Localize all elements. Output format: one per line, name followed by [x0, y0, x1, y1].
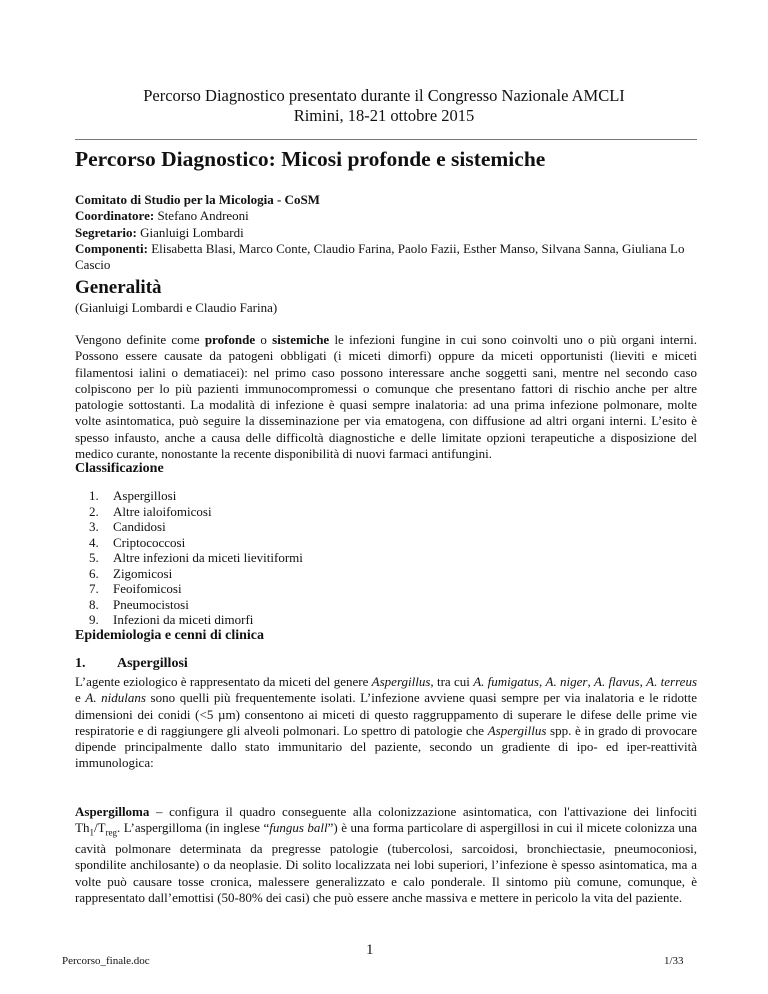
text-run: /T	[93, 820, 106, 836]
text-run: ”) è una forma particolare di aspergillosi in cui il micete colonizza una cavità polmonare determinata da pregresse patologie (tubercolosi, sarcoidosi, bronchiectasie, pneumoconiosi, spondilite anchilosante) o da neoplasie. Di solito localizzata nei lobi superiori, l’infezione è spesso asintomatica, ma a volte può causare tosse cronica, malessere generalizzato e calo ponderale. Il sintomo più comune, comunque, è rappresentato dall’emottisi (50-80% dei casi) che può essere anche massiva e mettere in pericolo la vita del paziente.	[75, 820, 697, 906]
italic-term: fungus ball	[269, 820, 328, 836]
list-label: Zigomicosi	[113, 565, 173, 581]
congress-header-line1: Percorso Diagnostico presentato durante il Congresso Nazionale AMCLI	[143, 86, 625, 105]
bold-term: Aspergilloma	[75, 804, 150, 819]
congress-header-line2: Rimini, 18-21 ottobre 2015	[293, 106, 475, 125]
text-run: spp. è in grado di provocare dipende principalmente dallo stato immunitario del paziente, secondo un gradiente di ipo- ed iper-reattività immunologica:	[75, 722, 698, 771]
subsection-heading-aspergillosi	[75, 656, 188, 672]
subscript: reg	[105, 827, 118, 838]
generalita-paragraph	[75, 332, 697, 462]
species-name: A. flavus	[594, 674, 640, 689]
species-name: Aspergillus	[371, 674, 431, 689]
coordinator-name: Stefano Andreoni	[157, 208, 249, 224]
secretary-label: Segretario:	[75, 224, 137, 240]
members-label: Componenti:	[75, 240, 148, 256]
list-label: Candidosi	[113, 519, 166, 534]
species-name: Aspergillus	[487, 722, 547, 738]
members-names: Elisabetta Blasi, Marco Conte, Claudio Farina, Paolo Fazii, Esther Manso, Silvana Sanna, Giuliana Lo Cascio	[75, 240, 685, 273]
species-name: A. fumigatus	[473, 674, 539, 689]
epidemiology-heading: Epidemiologia e cenni di clinica	[75, 628, 265, 643]
section-authors: (Gianluigi Lombardi e Claudio Farina)	[75, 300, 278, 315]
list-number: 2.	[89, 503, 99, 519]
committee-name: Comitato di Studio per la Micologia - CoSM	[75, 192, 320, 207]
text-run: ,	[639, 674, 647, 689]
aspergilloma-paragraph	[75, 804, 697, 906]
bold-term: profonde	[204, 332, 256, 347]
subsection-title: Aspergillosi	[117, 656, 188, 671]
list-number: 6.	[89, 565, 99, 581]
footer-page-count: 1/33	[664, 955, 684, 967]
list-number: 7.	[89, 581, 99, 596]
list-item	[75, 581, 303, 597]
text-run: Vengono definite come	[75, 332, 205, 347]
classification-list	[75, 488, 303, 628]
list-label: Aspergillosi	[113, 488, 177, 503]
text-run: sono quelli più frequentemente isolati. L’infezione avviene quasi sempre per via inalatoria e le ridotte dimensioni dei conidi (<5 µm) consentono ai miceti di questo raggruppamento di superare le difese delle prime vie respiratorie e di raggiungere gli alveoli polmonari. Lo spettro di patologie che	[75, 690, 697, 738]
subsection-number: 1.	[75, 656, 86, 671]
list-item	[75, 612, 303, 628]
aspergillosi-paragraph	[75, 674, 697, 772]
list-item	[75, 519, 303, 535]
species-name: A. nidulans	[85, 690, 146, 706]
text-run: o	[255, 332, 273, 347]
header-divider	[75, 139, 697, 140]
list-number: 5.	[89, 550, 99, 565]
list-item	[75, 597, 303, 613]
list-label: Infezioni da miceti dimorfi	[113, 612, 254, 627]
committee-block	[75, 192, 697, 273]
bold-term: sistemiche	[272, 332, 330, 347]
list-label: Pneumocistosi	[113, 596, 189, 612]
list-label: Altre infezioni da miceti lievitiformi	[113, 550, 303, 565]
secretary-name: Gianluigi Lombardi	[140, 224, 244, 240]
subscript: 1	[89, 827, 94, 838]
list-number: 9.	[89, 612, 99, 627]
page-title: Percorso Diagnostico: Micosi profonde e sistemiche	[75, 147, 546, 171]
text-run: e	[75, 690, 86, 706]
list-item	[75, 504, 303, 520]
list-label: Criptococcosi	[113, 534, 186, 550]
coordinator-label: Coordinatore:	[75, 208, 155, 224]
text-run: ,	[587, 674, 595, 689]
text-run: ,	[538, 674, 546, 689]
footer-filename: Percorso_finale.doc	[62, 955, 150, 967]
text-run: , tra cui	[430, 674, 474, 689]
list-item	[75, 535, 303, 551]
list-number: 3.	[89, 519, 99, 534]
text-run: L’agente eziologico è rappresentato da miceti del genere	[75, 674, 372, 689]
list-number: 1.	[89, 488, 99, 503]
list-label: Feoifomicosi	[113, 581, 182, 596]
species-name: A. terreus	[646, 674, 698, 689]
list-item	[75, 566, 303, 582]
list-item	[75, 550, 303, 566]
list-number: 4.	[89, 534, 99, 550]
list-item	[75, 488, 303, 504]
classification-heading: Classificazione	[75, 461, 164, 476]
text-run: le infezioni fungine in cui sono coinvolti uno o più organi interni. Possono essere causate da patogeni obbligati (i miceti dimorfi) oppure da miceti opportunisti (lieviti e miceti filamentosi ialini o dematiacei): nel primo caso possono interessare anche soggetti sani, mentre nel secondo caso colpiscono per lo più pazienti immunocompromessi o comunque che presentano fattori di rischio anche per altre patologie sottostanti. La modalità di infezione è quasi sempre inalatoria: ad una prima infezione polmonare, molte volte asintomatica, può seguire la disseminazione per via ematogena, con diffusione ad altri organi interni. L’esito è spesso infausto, anche a causa delle difficoltà diagnostiche e delle limitate opzioni terapeutiche a disposizione del medico curante, nonostante la recente disponibilità di nuovi farmaci antifungini.	[75, 332, 698, 462]
list-label: Altre ialoifomicosi	[113, 503, 212, 519]
list-number: 8.	[89, 596, 99, 612]
page-number: 1	[366, 942, 374, 958]
section-heading-generalita: Generalità	[75, 277, 162, 298]
text-run: – configura il quadro conseguente alla colonizzazione asintomatica, con l'attivazione dei linfociti Th	[75, 804, 697, 836]
species-name: A. niger	[545, 674, 588, 689]
text-run: . L’aspergilloma (in inglese “	[117, 820, 270, 836]
